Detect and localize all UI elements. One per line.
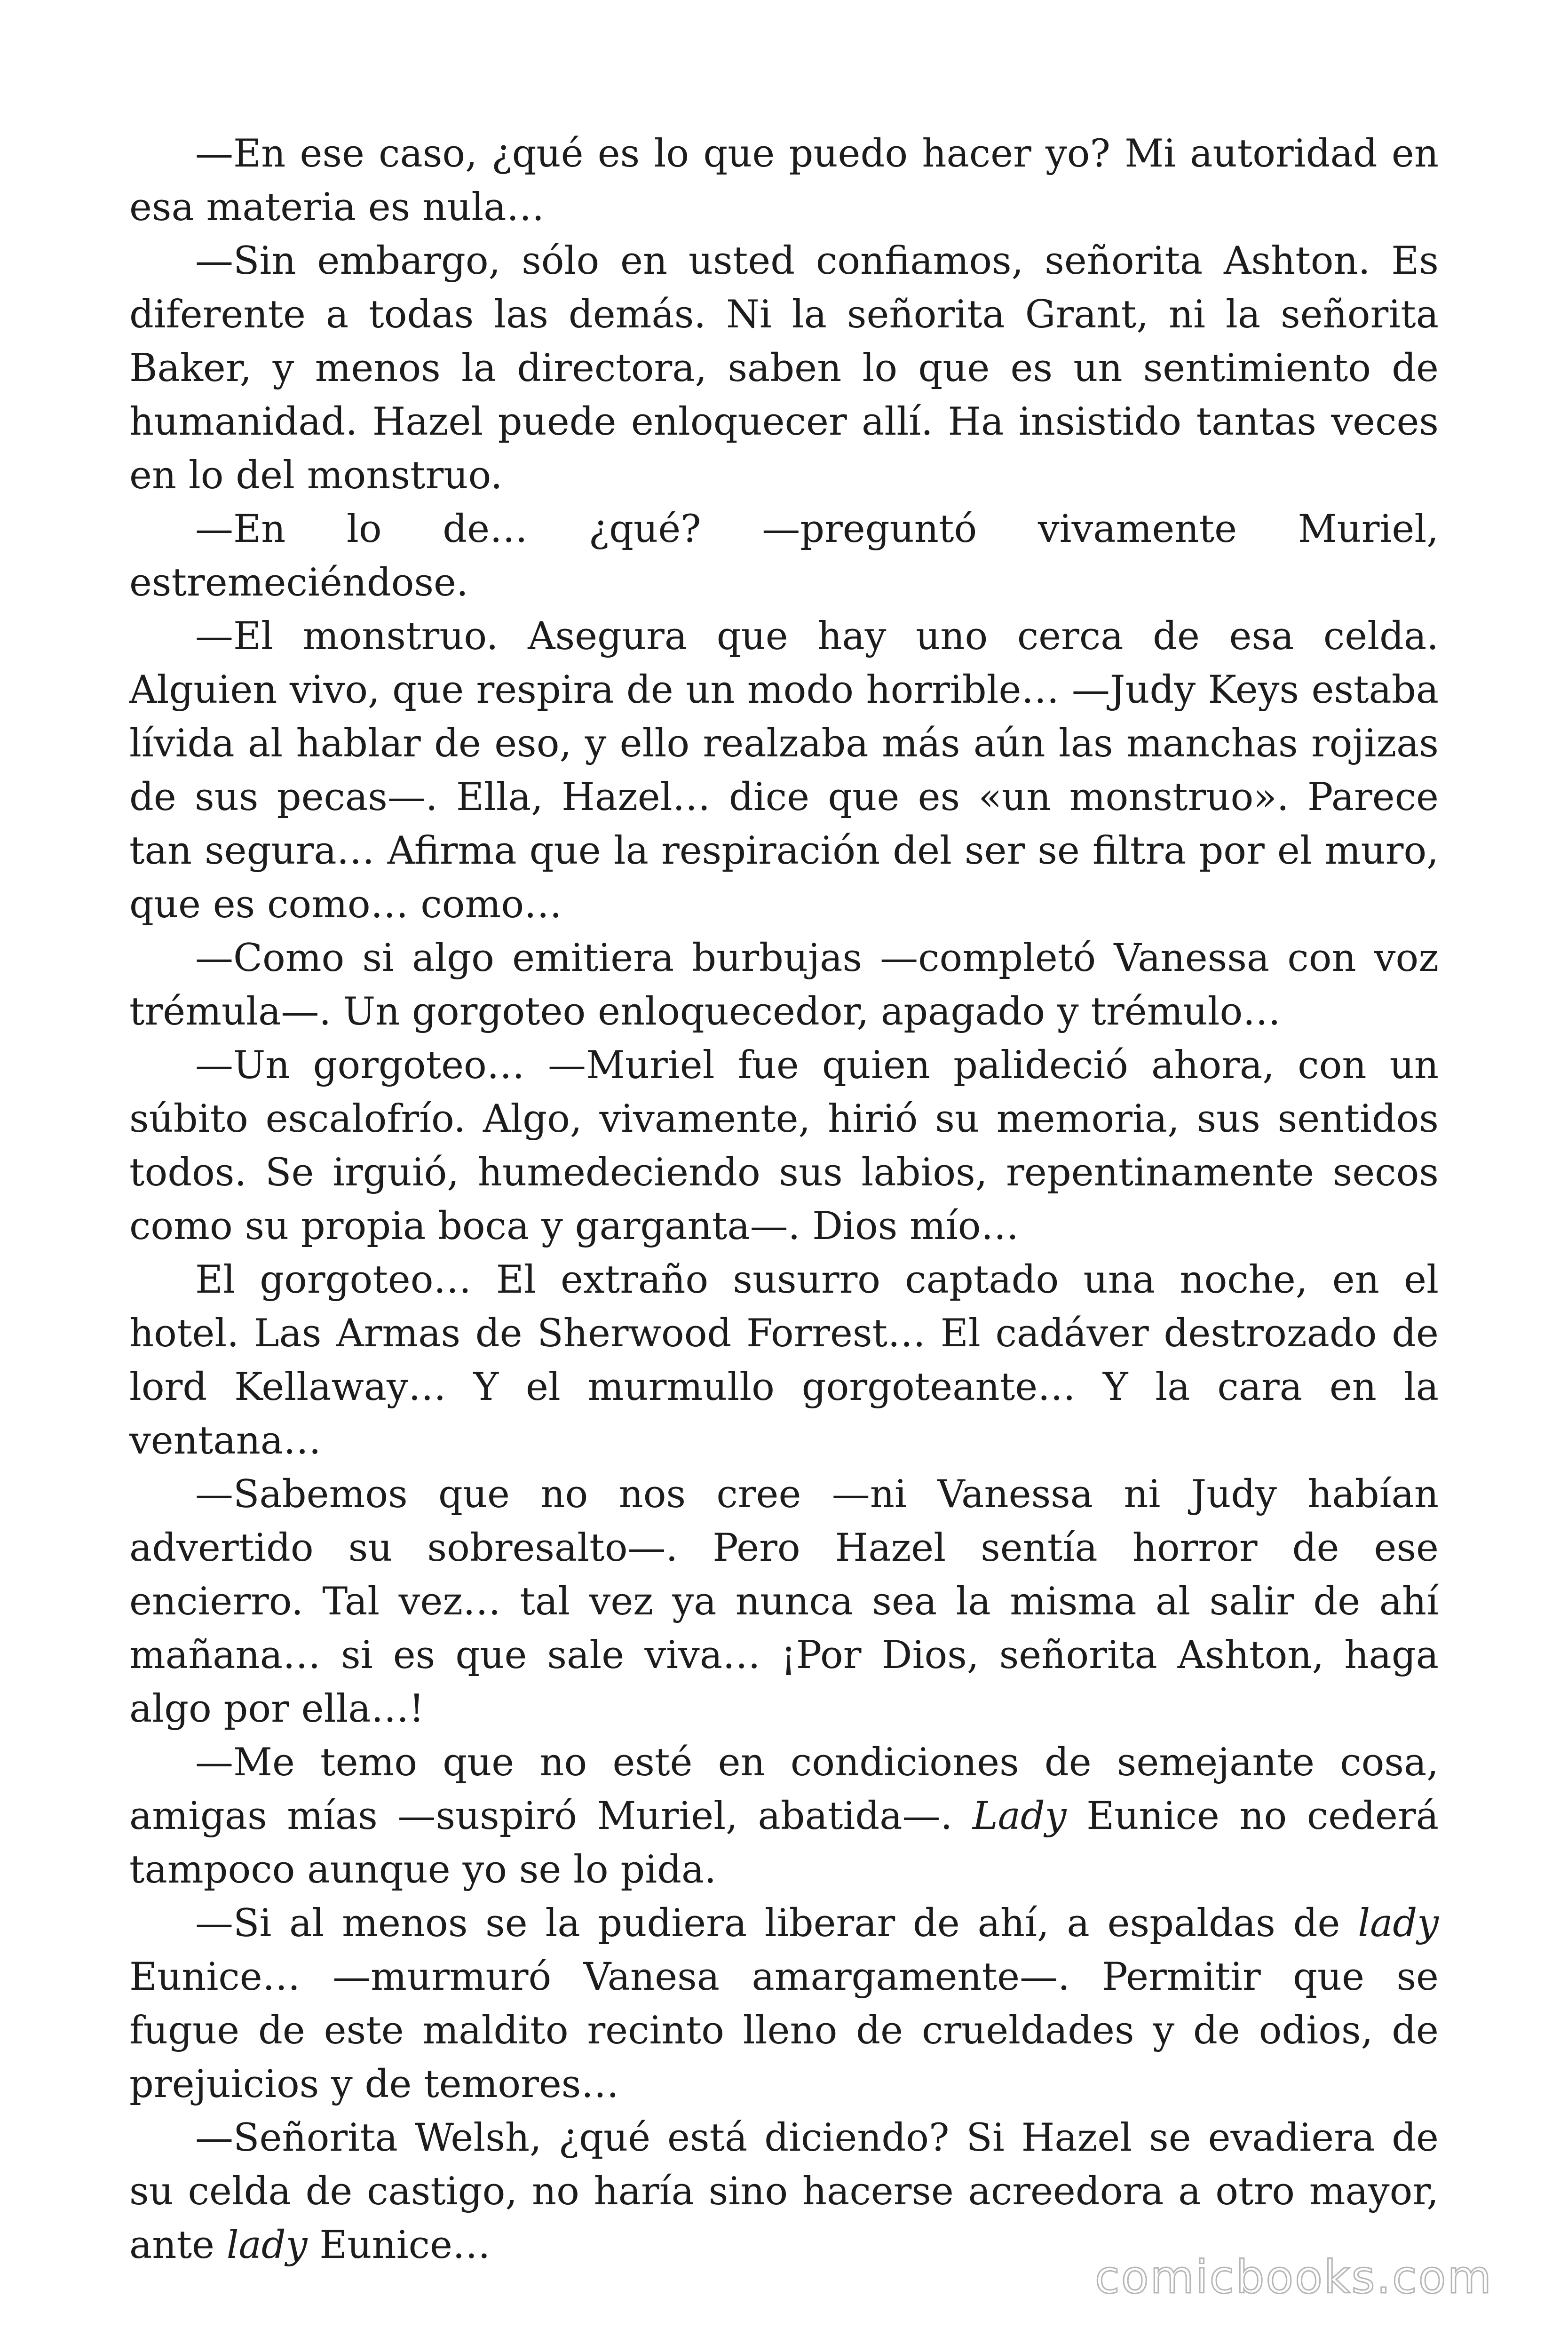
paragraph: [129, 502, 1439, 610]
text-run: —En ese caso, ¿qué es lo que puedo hacer yo? Mi autoridad en esa materia es nula…: [129, 132, 1439, 230]
italic-text: lady: [226, 2223, 308, 2267]
text-run: —En lo de… ¿qué? —preguntó vivamente Muriel, estremeciéndose.: [129, 507, 1439, 605]
paragraph: [129, 2111, 1439, 2272]
text-run: Eunice…: [307, 2223, 491, 2267]
italic-text: lady: [1358, 1901, 1439, 1946]
paragraph: [129, 1039, 1439, 1253]
text-run: Eunice no cederá tampoco aunque yo se lo pida.: [129, 1794, 1439, 1892]
text-run: —El monstruo. Asegura que hay uno cerca de esa celda. Alguien vivo, que respira de un modo horrible… —Judy Keys estaba lívida al hablar de eso, y ello realzaba más aún las manchas rojizas de sus pecas—. Ella, Hazel… dice que es «un monstruo». Parece tan segura… Afirma que la respiración del ser se filtra por el muro, que es como… como…: [129, 614, 1439, 927]
text-run: El gorgoteo… El extraño susurro captado una noche, en el hotel. Las Armas de Sherwood Forrest… El cadáver destrozado de lord Kellaway… Y el murmullo gorgoteante… Y la cara en la ventana…: [129, 1258, 1439, 1463]
text-run: —Un gorgoteo… —Muriel fue quien palideció ahora, con un súbito escalofrío. Algo, vivamente, hirió su memoria, sus sentidos todos. Se irguió, humedeciendo sus labios, repentinamente secos como su propia boca y garganta—. Dios mío…: [129, 1043, 1439, 1248]
text-run: —Si al menos se la pudiera liberar de ahí, a espaldas de: [195, 1901, 1358, 1946]
paragraph: [129, 127, 1439, 234]
book-page-text: [129, 127, 1439, 2272]
paragraph: [129, 1468, 1439, 1736]
italic-text: Lady: [972, 1794, 1067, 1838]
paragraph: [129, 931, 1439, 1039]
paragraph: [129, 1736, 1439, 1897]
paragraph: [129, 234, 1439, 502]
text-run: —Señorita Welsh, ¿qué está diciendo? Si Hazel se evadiera de su celda de castigo, no haría sino hacerse acreedora a otro mayor, ante: [129, 2116, 1439, 2267]
text-run: —Sin embargo, sólo en usted confiamos, señorita Ashton. Es diferente a todas las demás. Ni la señorita Grant, ni la señorita Baker, y menos la directora, saben lo que es un sentimiento de humanidad. Hazel puede enloquecer allí. Ha insistido tantas veces en lo del monstruo.: [129, 239, 1439, 498]
paragraph: [129, 1253, 1439, 1468]
text-run: —Me temo que no esté en condiciones de semejante cosa, amigas mías —suspiró Muriel, abatida—.: [129, 1740, 1439, 1838]
text-run: —Sabemos que no nos cree —ni Vanessa ni Judy habían advertido su sobresalto—. Pero Hazel sentía horror de ese encierro. Tal vez… tal vez ya nunca sea la misma al salir de ahí mañana… si es que sale viva… ¡Por Dios, señorita Ashton, haga algo por ella…!: [129, 1472, 1439, 1731]
text-run: Eunice… —murmuró Vanesa amargamente—. Permitir que se fugue de este maldito recinto lleno de crueldades y de odios, de prejuicios y de temores…: [129, 1955, 1439, 2106]
paragraph: [129, 1897, 1439, 2111]
watermark: comicbooks.com: [1094, 2251, 1493, 2304]
text-run: —Como si algo emitiera burbujas —completó Vanessa con voz trémula—. Un gorgoteo enloquecedor, apagado y trémulo…: [129, 936, 1439, 1034]
paragraph: [129, 610, 1439, 931]
